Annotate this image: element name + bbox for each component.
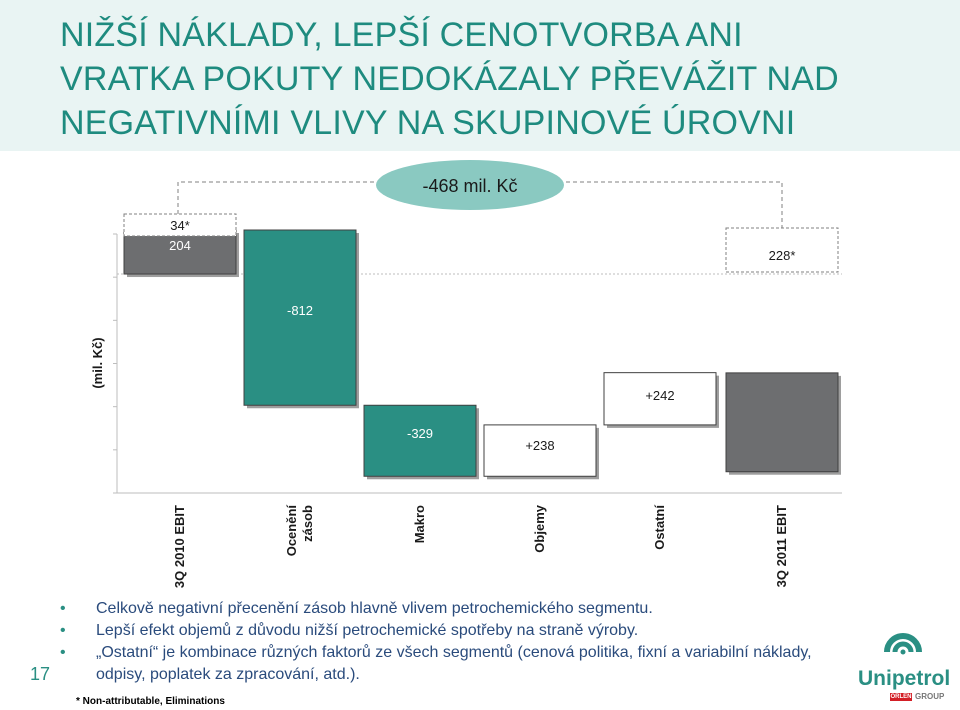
bullet-dot-icon: • (60, 600, 66, 617)
bullet-text: Celkově negativní přecenění zásob hlavně vlivem petrochemického segmentu. (96, 600, 653, 617)
data-label: -458 (768, 314, 796, 329)
title-bar (0, 0, 960, 151)
bullet-item (60, 620, 820, 642)
category-label: zásob (300, 505, 315, 542)
bullet-text: „Ostatní“ je kombinace různých faktorů ze všech segmentů (cenová politika, fixní a variabilní náklady, odpisy, poplatek za zpracování, atd.). (96, 644, 812, 683)
category-label: Objemy (532, 505, 547, 553)
logo-wordmark: Unipetrol (858, 667, 951, 690)
category-label: Ocenění (284, 505, 299, 557)
bullet-text: Lepší efekt objemů z důvodu nižší petrochemické spotřeby na straně výroby. (96, 622, 639, 639)
waterfall-chart (0, 160, 960, 600)
bullet-dot-icon: • (60, 644, 66, 661)
footnote: * Non-attributable, Eliminations (76, 696, 225, 707)
bullet-list (60, 598, 820, 686)
secondary-label: 228* (768, 248, 796, 263)
bullet-item (60, 598, 820, 620)
y-axis-label: (mil. Kč) (90, 337, 105, 389)
title-line-3: NEGATIVNÍMI VLIVY NA SKUPINOVÉ ÚROVNI (60, 104, 796, 142)
page-number: 17 (30, 664, 51, 684)
data-label: -329 (406, 426, 434, 441)
title-line-1: NIŽŠÍ NÁKLADY, LEPŠÍ CENOTVORBA ANI (60, 16, 743, 54)
data-label: -812 (286, 303, 314, 318)
data-label: +242 (645, 388, 675, 403)
group-label: GROUP (915, 692, 945, 701)
delta-label: -468 mil. Kč (422, 176, 518, 196)
title-line-2: VRATKA POKUTY NEDOKÁZALY PŘEVÁŽIT NAD (60, 60, 839, 98)
category-label: Makro (412, 505, 427, 544)
data-label: 204 (169, 238, 191, 253)
category-label: Ostatní (652, 505, 667, 550)
bullet-dot-icon: • (60, 622, 66, 639)
bar-6 (726, 373, 838, 472)
category-label: 3Q 2010 EBIT (172, 505, 187, 589)
category-label: 3Q 2011 EBIT (774, 505, 789, 588)
orlen-badge: ORLEN (890, 694, 912, 700)
data-label: +238 (525, 438, 555, 453)
bullet-item (60, 642, 820, 686)
secondary-label: 34* (170, 218, 190, 233)
